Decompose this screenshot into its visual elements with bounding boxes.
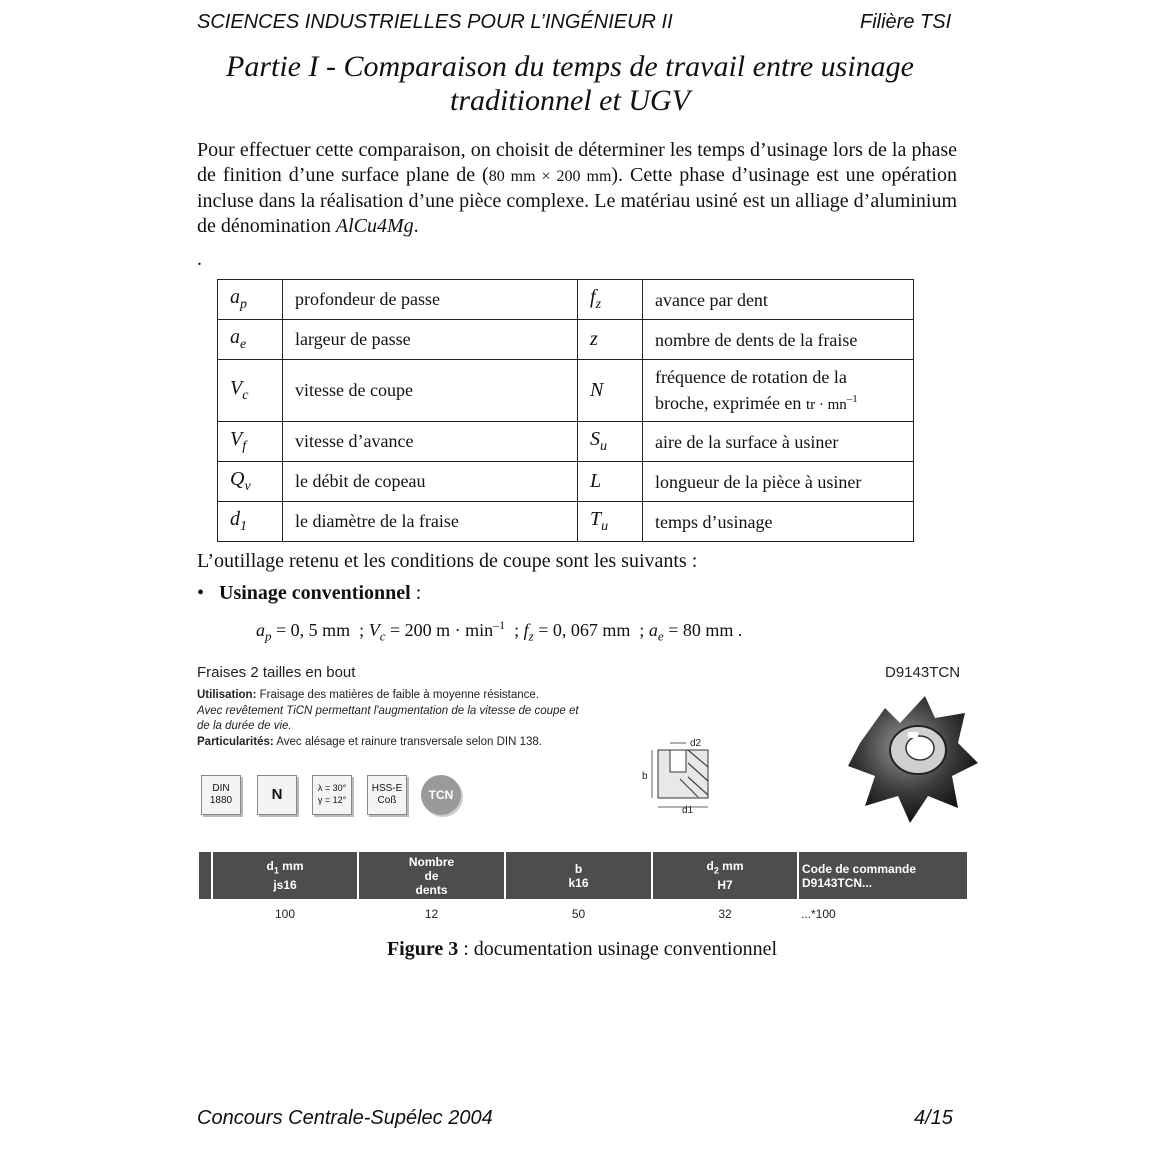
cell-teeth: 12 <box>424 907 439 921</box>
description-cell: temps d’usinage <box>643 502 914 542</box>
table-row <box>218 462 914 502</box>
header-stub <box>199 852 212 899</box>
cutter-photo <box>840 688 980 828</box>
description-cell: longueur de la pièce à usiner <box>643 462 914 502</box>
symbol-cell: $T_u$ <box>578 502 643 542</box>
bullet-conventional: • Usinage conventionnel : <box>197 582 422 604</box>
symbols-table <box>217 279 914 542</box>
description-cell: vitesse d’avance <box>283 422 578 462</box>
dim-b-label: b <box>642 771 648 782</box>
rotation-unit: tr · mn <box>805 396 847 413</box>
dim-d2-label: d2 <box>690 738 702 749</box>
symbol-cell: L <box>578 462 643 502</box>
symbol-cell: $S_u$ <box>578 422 643 462</box>
intro-text-3: . <box>413 215 419 237</box>
cell-order-code: ...*100 <box>801 907 836 921</box>
intro-text-1: Pour effectuer cette comparaison, on choisit de déterminer les temps d’usinage lors de la phase de finition d’une surface plane de ( <box>197 139 957 186</box>
n-type-icon: N <box>257 775 297 815</box>
symbol-cell: $a_p$ <box>218 280 283 320</box>
header-right: Filière TSI <box>860 11 952 33</box>
symbol-cell: $V_c$ <box>218 360 283 422</box>
table-row <box>199 899 967 929</box>
conventional-label: Usinage conventionnel <box>219 582 411 604</box>
description-cell: fréquence de rotation de la broche, exprimée en tr · $mn^{-1}$ <box>643 360 914 422</box>
symbol-cell: $f_z$ <box>578 280 643 320</box>
symbol-cell: $d_1$ <box>218 502 283 542</box>
symbol-cell: N <box>578 360 643 422</box>
footer-left: Concours Centrale-Supélec 2004 <box>197 1107 493 1129</box>
intro-dims: 80 mm × 200 mm <box>488 168 612 185</box>
footer-page-number: 4/15 <box>914 1107 953 1129</box>
header-b: b k16 <box>505 852 652 899</box>
cutter-drawing <box>630 735 740 815</box>
description-cell: largeur de passe <box>283 320 578 360</box>
description-cell: vitesse de coupe <box>283 360 578 422</box>
intro-material: AlCu4Mg <box>335 215 414 237</box>
stray-dot: . <box>197 248 202 270</box>
symbol-cell: $a_e$ <box>218 320 283 360</box>
intro-text-2: ). Cette phase d’usinage est une opération incluse dans la réalisation d’une pièce complexe. Le matériau usiné est un alliage d’aluminium de dénomination <box>197 164 957 237</box>
symbol-cell: $Q_v$ <box>218 462 283 502</box>
catalog-title: Fraises 2 tailles en bout <box>197 664 356 681</box>
header-d1: $d_1$ mm js16 <box>212 852 358 899</box>
din-icon: DIN 1880 <box>201 775 241 815</box>
symbol-cell: $V_f$ <box>218 422 283 462</box>
bullet-icon: • <box>197 582 205 604</box>
tcn-coating-icon: TCN <box>421 775 461 815</box>
table-row <box>218 422 914 462</box>
table-row <box>218 320 914 360</box>
hss-icon: HSS-E Coß <box>367 775 407 815</box>
section-title <box>150 50 990 118</box>
cutting-conditions: $a_p = 0$, 5 mm ; $V_c = 200$ $m \cdot \min^{-1}$ ; $f_z = 0$, 067 mm ; $a_e = 80$ mm . <box>256 618 743 644</box>
section-title-line2: traditionnel et UGV <box>450 84 690 117</box>
description-cell: avance par dent <box>643 280 914 320</box>
table-row <box>218 502 914 542</box>
catalog-code: D9143TCN <box>885 664 961 681</box>
stub-cell <box>199 899 212 929</box>
tooling-intro: L’outillage retenu et les conditions de coupe sont les suivants : <box>197 550 698 572</box>
table-row <box>218 360 914 422</box>
cell-d2: 32 <box>718 907 732 921</box>
dim-d1-label: d1 <box>682 805 694 815</box>
header-left: SCIENCES INDUSTRIELLES POUR L’INGÉNIEUR II <box>197 11 673 33</box>
intro-paragraph <box>197 138 957 239</box>
cell-d1: 100 <box>274 907 296 921</box>
table-row <box>218 280 914 320</box>
table-header-row <box>199 852 967 899</box>
figure-caption: Figure 3 : documentation usinage conventionnel <box>386 938 778 960</box>
cell-b: 50 <box>571 907 586 921</box>
catalog-description: Utilisation: Fraisage des matières de faible à moyenne résistance. Avec revêtement TiCN permettant l'augmentation de la vitesse de coupe et de la durée de vie. Particularités: Avec alésage et rainure transversale selon DIN 138. <box>197 689 579 748</box>
catalog-spec-table <box>199 852 967 929</box>
description-cell: nombre de dents de la fraise <box>643 320 914 360</box>
description-cell: le débit de copeau <box>283 462 578 502</box>
description-cell: profondeur de passe <box>283 280 578 320</box>
description-cell: le diamètre de la fraise <box>283 502 578 542</box>
header-order-code: Code de commande D9143TCN... <box>798 852 967 899</box>
header-teeth: Nombre de dents <box>358 852 505 899</box>
angles-icon: λ = 30° γ = 12° <box>312 775 352 815</box>
section-title-line1: Partie I - Comparaison du temps de travail entre usinage <box>226 50 914 83</box>
header-d2: $d_2$ mm H7 <box>652 852 798 899</box>
symbol-cell: z <box>578 320 643 360</box>
description-cell: aire de la surface à usiner <box>643 422 914 462</box>
